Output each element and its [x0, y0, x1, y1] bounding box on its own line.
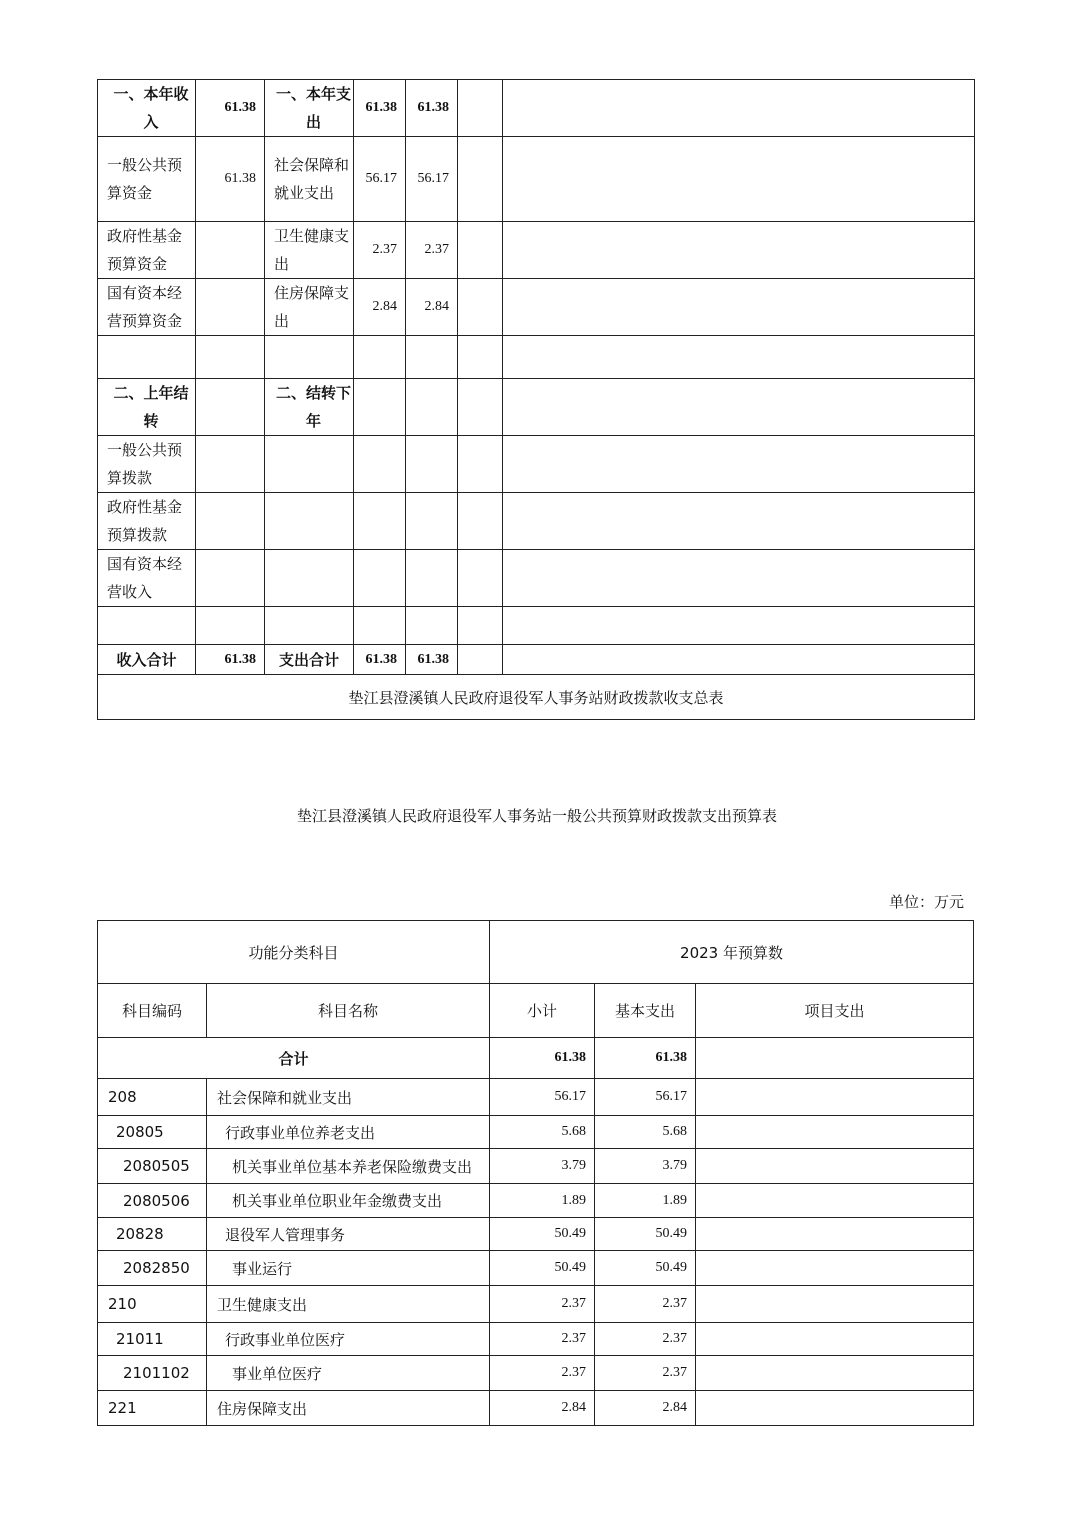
income-label: 政府性基金预算资金 — [98, 222, 196, 279]
expense-label — [265, 493, 354, 550]
summary-table — [97, 79, 975, 720]
expense-amount-general — [406, 607, 458, 645]
expense-amount-general: 56.17 — [406, 137, 458, 222]
subject-code: 208 — [98, 1079, 207, 1116]
expense-row — [98, 1391, 974, 1426]
expense-row — [98, 1079, 974, 1116]
summary-row — [98, 379, 975, 436]
header-function-category: 功能分类科目 — [98, 921, 490, 984]
empty-cell — [503, 645, 975, 675]
basic-amount: 5.68 — [595, 1116, 696, 1149]
subtotal-amount: 3.79 — [490, 1149, 595, 1184]
empty-cell — [503, 607, 975, 645]
subject-name: 卫生健康支出 — [207, 1286, 490, 1323]
header-basic: 基本支出 — [595, 984, 696, 1038]
subject-name: 社会保障和就业支出 — [207, 1079, 490, 1116]
subject-name: 机关事业单位基本养老保险缴费支出 — [207, 1149, 490, 1184]
summary-table-body — [98, 80, 975, 720]
expense-amount — [354, 550, 406, 607]
income-label — [98, 607, 196, 645]
expense-row — [98, 1218, 974, 1251]
total-basic: 61.38 — [595, 1038, 696, 1079]
summary-caption: 垫江县澄溪镇人民政府退役军人事务站财政拨款收支总表 — [98, 675, 975, 720]
header-budget-year: 2023 年预算数 — [490, 921, 974, 984]
income-amount — [196, 550, 265, 607]
project-amount — [696, 1323, 974, 1356]
expense-amount-general — [406, 493, 458, 550]
empty-cell — [458, 222, 503, 279]
empty-cell — [503, 137, 975, 222]
subject-code: 2080505 — [98, 1149, 207, 1184]
summary-caption-row — [98, 675, 975, 720]
summary-row — [98, 493, 975, 550]
expense-table — [97, 920, 974, 1426]
project-amount — [696, 1286, 974, 1323]
expense-amount-general — [406, 336, 458, 379]
income-amount: 61.38 — [196, 137, 265, 222]
expense-total-label: 支出合计 — [265, 645, 354, 675]
subject-name: 事业单位医疗 — [207, 1356, 490, 1391]
subject-name: 住房保障支出 — [207, 1391, 490, 1426]
expense-row — [98, 1356, 974, 1391]
expense-label: 社会保障和就业支出 — [265, 137, 354, 222]
basic-amount: 2.37 — [595, 1356, 696, 1391]
subject-code: 21011 — [98, 1323, 207, 1356]
expense-amount — [354, 607, 406, 645]
income-label — [98, 336, 196, 379]
expense-amount — [354, 336, 406, 379]
subject-name: 机关事业单位职业年金缴费支出 — [207, 1184, 490, 1218]
subtotal-amount: 50.49 — [490, 1251, 595, 1286]
subject-name: 退役军人管理事务 — [207, 1218, 490, 1251]
empty-cell — [503, 336, 975, 379]
expense-table-body — [98, 921, 974, 1426]
income-label: 一般公共预算资金 — [98, 137, 196, 222]
header-project: 项目支出 — [696, 984, 974, 1038]
empty-cell — [458, 279, 503, 336]
basic-amount: 1.89 — [595, 1184, 696, 1218]
project-amount — [696, 1079, 974, 1116]
total-project — [696, 1038, 974, 1079]
income-label: 二、上年结转 — [98, 379, 196, 436]
empty-cell — [458, 493, 503, 550]
subtotal-amount: 1.89 — [490, 1184, 595, 1218]
subtotal-amount: 2.37 — [490, 1356, 595, 1391]
summary-row — [98, 436, 975, 493]
empty-cell — [503, 222, 975, 279]
unit-label: 单位：万元 — [888, 893, 964, 911]
empty-cell — [503, 493, 975, 550]
basic-amount: 56.17 — [595, 1079, 696, 1116]
total-subtotal: 61.38 — [490, 1038, 595, 1079]
expense-row — [98, 1116, 974, 1149]
basic-amount: 2.37 — [595, 1286, 696, 1323]
empty-cell — [458, 80, 503, 137]
summary-row — [98, 279, 975, 336]
project-amount — [696, 1116, 974, 1149]
project-amount — [696, 1391, 974, 1426]
income-total-label: 收入合计 — [98, 645, 196, 675]
expense-label: 二、结转下年 — [265, 379, 354, 436]
expense-label — [265, 550, 354, 607]
subject-code: 20805 — [98, 1116, 207, 1149]
header-group-row — [98, 921, 974, 984]
summary-row — [98, 80, 975, 137]
expense-amount-general: 2.37 — [406, 222, 458, 279]
income-label: 国有资本经营收入 — [98, 550, 196, 607]
income-amount — [196, 607, 265, 645]
subtotal-amount: 2.37 — [490, 1286, 595, 1323]
total-label: 合计 — [98, 1038, 490, 1079]
income-label: 政府性基金预算拨款 — [98, 493, 196, 550]
summary-row — [98, 137, 975, 222]
expense-amount — [354, 493, 406, 550]
expense-label: 一、本年支出 — [265, 80, 354, 137]
total-row — [98, 1038, 974, 1079]
expense-amount: 61.38 — [354, 80, 406, 137]
subtotal-amount: 2.84 — [490, 1391, 595, 1426]
subject-code: 210 — [98, 1286, 207, 1323]
income-amount — [196, 493, 265, 550]
expense-label: 住房保障支出 — [265, 279, 354, 336]
summary-total-row — [98, 645, 975, 675]
income-amount — [196, 436, 265, 493]
expense-amount-general: 2.84 — [406, 279, 458, 336]
empty-cell — [458, 336, 503, 379]
expense-table-title: 垫江县澄溪镇人民政府退役军人事务站一般公共预算财政拨款支出预算表 — [296, 807, 777, 825]
expense-amount — [354, 436, 406, 493]
income-amount — [196, 379, 265, 436]
expense-row — [98, 1149, 974, 1184]
empty-cell — [458, 379, 503, 436]
income-amount — [196, 279, 265, 336]
income-amount: 61.38 — [196, 80, 265, 137]
project-amount — [696, 1251, 974, 1286]
empty-cell — [458, 607, 503, 645]
basic-amount: 3.79 — [595, 1149, 696, 1184]
expense-total-amount: 61.38 — [354, 645, 406, 675]
header-subtotal: 小计 — [490, 984, 595, 1038]
basic-amount: 2.37 — [595, 1323, 696, 1356]
subtotal-amount: 2.37 — [490, 1323, 595, 1356]
expense-label — [265, 436, 354, 493]
expense-amount-general — [406, 550, 458, 607]
empty-cell — [458, 436, 503, 493]
summary-row — [98, 222, 975, 279]
project-amount — [696, 1184, 974, 1218]
expense-label: 卫生健康支出 — [265, 222, 354, 279]
expense-amount — [354, 379, 406, 436]
empty-cell — [503, 550, 975, 607]
expense-row — [98, 1286, 974, 1323]
subject-name: 行政事业单位养老支出 — [207, 1116, 490, 1149]
empty-cell — [503, 436, 975, 493]
basic-amount: 50.49 — [595, 1218, 696, 1251]
expense-amount-general: 61.38 — [406, 80, 458, 137]
subtotal-amount: 5.68 — [490, 1116, 595, 1149]
income-label: 国有资本经营预算资金 — [98, 279, 196, 336]
expense-label — [265, 336, 354, 379]
project-amount — [696, 1356, 974, 1391]
basic-amount: 2.84 — [595, 1391, 696, 1426]
expense-amount-general — [406, 436, 458, 493]
empty-cell — [503, 279, 975, 336]
summary-row — [98, 336, 975, 379]
income-total-amount: 61.38 — [196, 645, 265, 675]
subject-code: 221 — [98, 1391, 207, 1426]
basic-amount: 50.49 — [595, 1251, 696, 1286]
expense-amount: 2.84 — [354, 279, 406, 336]
header-column-row — [98, 984, 974, 1038]
empty-cell — [503, 379, 975, 436]
expense-label — [265, 607, 354, 645]
project-amount — [696, 1149, 974, 1184]
subtotal-amount: 50.49 — [490, 1218, 595, 1251]
income-label: 一、本年收入 — [98, 80, 196, 137]
header-name: 科目名称 — [207, 984, 490, 1038]
subject-code: 2080506 — [98, 1184, 207, 1218]
income-label: 一般公共预算拨款 — [98, 436, 196, 493]
expense-total-general: 61.38 — [406, 645, 458, 675]
summary-row — [98, 607, 975, 645]
subject-code: 20828 — [98, 1218, 207, 1251]
empty-cell — [458, 137, 503, 222]
empty-cell — [503, 80, 975, 137]
header-code: 科目编码 — [98, 984, 207, 1038]
expense-amount-general — [406, 379, 458, 436]
empty-cell — [458, 645, 503, 675]
summary-row — [98, 550, 975, 607]
expense-row — [98, 1323, 974, 1356]
income-amount — [196, 336, 265, 379]
subject-code: 2101102 — [98, 1356, 207, 1391]
expense-row — [98, 1251, 974, 1286]
subtotal-amount: 56.17 — [490, 1079, 595, 1116]
subject-name: 行政事业单位医疗 — [207, 1323, 490, 1356]
empty-cell — [458, 550, 503, 607]
income-amount — [196, 222, 265, 279]
expense-row — [98, 1184, 974, 1218]
subject-name: 事业运行 — [207, 1251, 490, 1286]
subject-code: 2082850 — [98, 1251, 207, 1286]
expense-amount: 56.17 — [354, 137, 406, 222]
expense-amount: 2.37 — [354, 222, 406, 279]
project-amount — [696, 1218, 974, 1251]
